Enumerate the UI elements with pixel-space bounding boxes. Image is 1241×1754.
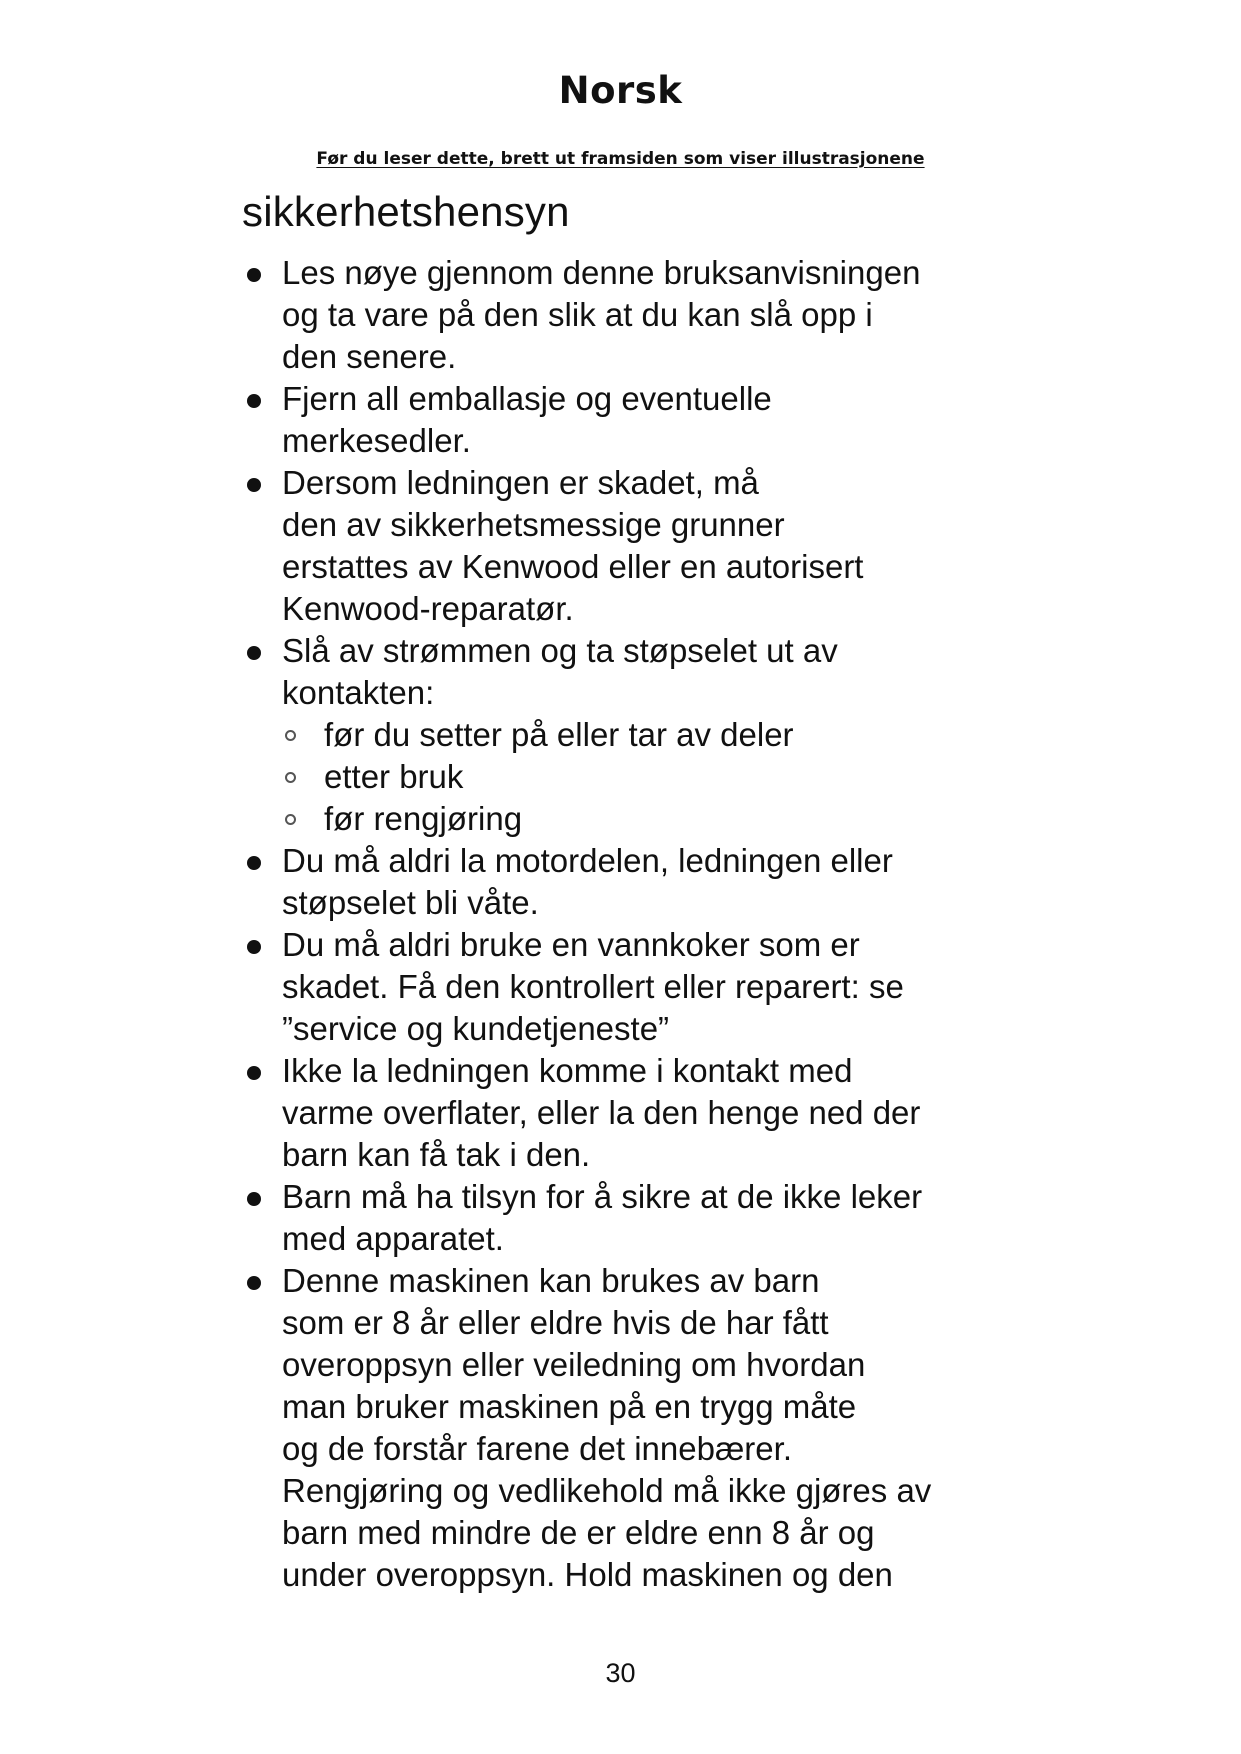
list-item <box>242 1050 1002 1176</box>
sub-list-item <box>282 798 1002 840</box>
circle-bullet-icon <box>285 730 296 741</box>
bullet-icon <box>247 1066 261 1080</box>
list-item-text: Fjern all emballasje og eventuelle merkesedler. <box>282 380 772 459</box>
list-item-text: Barn må ha tilsyn for å sikre at de ikke leker med apparatet. <box>282 1178 923 1257</box>
list-item-text: Du må aldri bruke en vannkoker som er skadet. Få den kontrollert eller reparert: se ”service og kundetjeneste” <box>282 926 904 1047</box>
bullet-icon <box>247 478 261 492</box>
list-item <box>242 840 1002 924</box>
sub-list-item-text: før rengjøring <box>324 800 523 837</box>
list-item-text: Slå av strømmen og ta støpselet ut av kontakten: <box>282 632 838 711</box>
bullet-icon <box>247 856 261 870</box>
list-item <box>242 462 1002 630</box>
list-item-text: Denne maskinen kan brukes av barn som er 8 år eller eldre hvis de har fått overoppsyn eller veiledning om hvordan man bruker maskinen på en trygg måte og de forstår farene det innebærer. Rengjøring og vedlikehold må ikke gjøres av barn med mindre de er eldre enn 8 år og under overoppsyn. Hold maskinen og den <box>282 1262 932 1593</box>
page-number: 30 <box>605 1658 636 1688</box>
list-item-text: Les nøye gjennom denne bruksanvisningen og ta vare på den slik at du kan slå opp i den senere. <box>282 254 921 375</box>
list-item <box>242 1260 1002 1596</box>
bullet-icon <box>247 940 261 954</box>
list-item <box>242 924 1002 1050</box>
list-item-text: Du må aldri la motordelen, ledningen eller støpselet bli våte. <box>282 842 893 921</box>
sub-list-item <box>282 756 1002 798</box>
section-title: sikkerhetshensyn <box>242 188 570 235</box>
page-heading: Norsk <box>558 69 683 112</box>
list-item-text: Ikke la ledningen komme i kontakt med varme overflater, eller la den henge ned der barn kan få tak i den. <box>282 1052 921 1173</box>
bullet-icon <box>247 1276 261 1290</box>
sub-list <box>282 714 1002 840</box>
sub-list-item-text: etter bruk <box>324 758 464 795</box>
safety-list-container <box>242 252 1002 1596</box>
circle-bullet-icon <box>285 772 296 783</box>
bullet-icon <box>247 268 261 282</box>
sub-list-item <box>282 714 1002 756</box>
list-item <box>242 378 1002 462</box>
safety-list <box>242 252 1002 1596</box>
bullet-icon <box>247 394 261 408</box>
list-item-text: Dersom ledningen er skadet, må den av sikkerhetsmessige grunner erstattes av Kenwood eller en autorisert Kenwood-reparatør. <box>282 464 864 627</box>
list-item <box>242 1176 1002 1260</box>
circle-bullet-icon <box>285 814 296 825</box>
sub-list-item-text: før du setter på eller tar av deler <box>324 716 794 753</box>
subtitle-instruction: Før du leser dette, brett ut framsiden som viser illustrasjonene <box>316 149 925 169</box>
bullet-icon <box>247 1192 261 1206</box>
list-item <box>242 252 1002 378</box>
list-item <box>242 630 1002 840</box>
bullet-icon <box>247 646 261 660</box>
